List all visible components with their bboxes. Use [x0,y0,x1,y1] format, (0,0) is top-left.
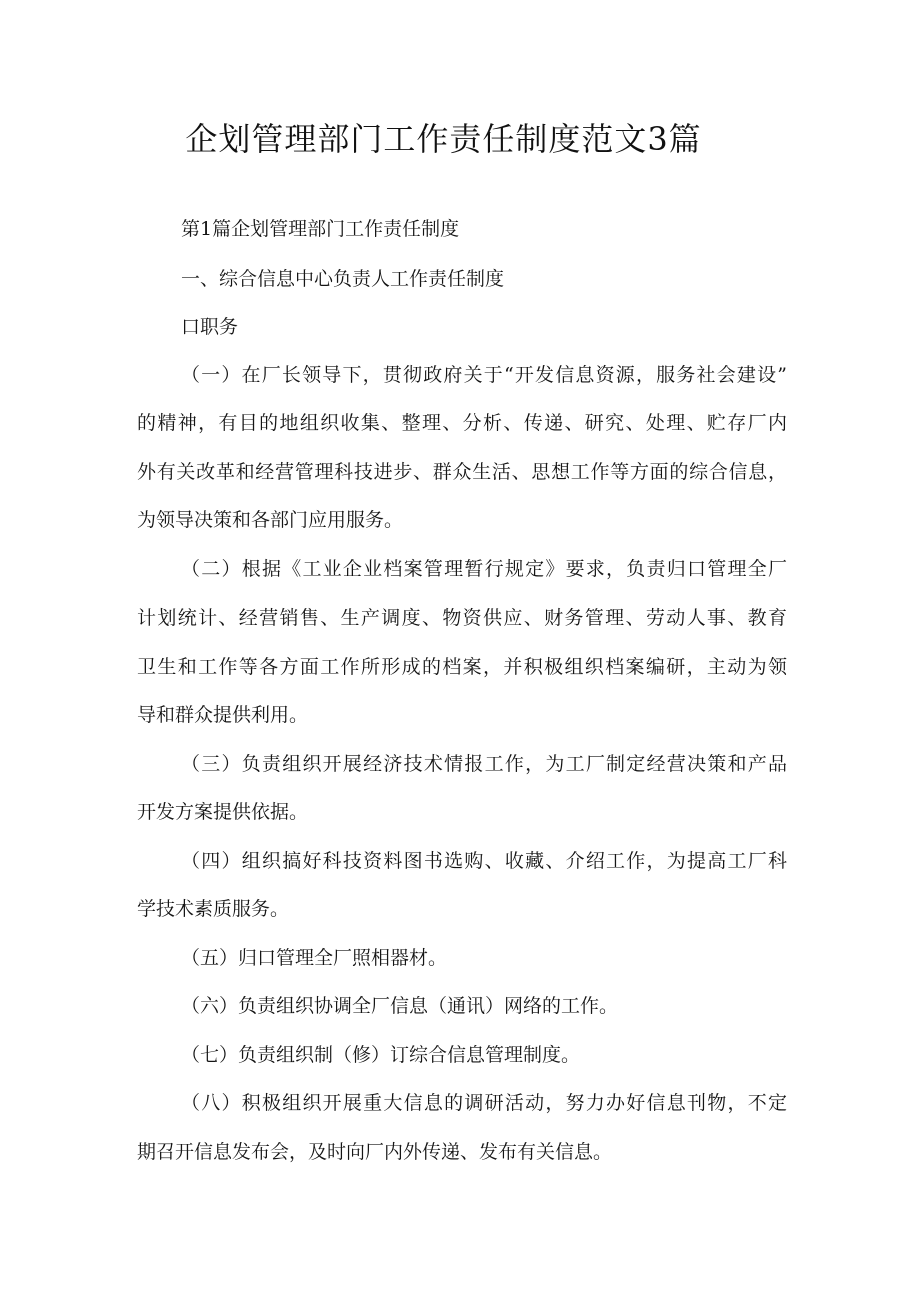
paragraph-1-line-2: 的精神，有目的地组织收集、整理、分析、传递、研究、处理、贮存厂内 [137,412,787,434]
paragraph-8-line-1: （八）积极组织开展重大信息的调研活动，努力办好信息刊物，不定 [181,1092,787,1114]
paragraph-1-line-1: （一）在厂长领导下，贯彻政府关于“开发信息资源，服务社会建设” [181,364,787,386]
paragraph-2-line-4: 导和群众提供利用。 [137,704,309,726]
paragraph-6-line-1: （六）负责组织协调全厂信息（通讯）网络的工作。 [181,995,619,1017]
paragraph-5-line-1: （五）归口管理全厂照相器材。 [181,947,448,969]
subsection-heading: 一、综合信息中心负责人工作责任制度 [181,268,505,290]
paragraph-2-line-3: 卫生和工作等各方面工作所形成的档案，并积极组织档案编研，主动为领 [137,656,787,678]
paragraph-3-line-2: 开发方案提供依据。 [137,801,309,823]
paragraph-2-line-2: 计划统计、经营销售、生产调度、物资供应、财务管理、劳动人事、教育 [137,607,787,629]
paragraph-8-line-2: 期召开信息发布会，及时向厂内外传递、发布有关信息。 [137,1141,613,1163]
section-heading: 第1篇企划管理部门工作责任制度 [181,218,460,240]
paragraph-1-line-3: 外有关改革和经营管理科技进步、群众生活、思想工作等方面的综合信息， [137,461,787,483]
paragraph-3-line-1: （三）负责组织开展经济技术情报工作，为工厂制定经营决策和产品 [181,753,787,775]
paragraph-1-line-4: 为领导决策和各部门应用服务。 [137,509,404,531]
paragraph-4-line-1: （四）组织搞好科技资料图书选购、收藏、介绍工作，为提高工厂科 [181,850,787,872]
document-title: 企划管理部门工作责任制度范文3篇 [185,120,702,158]
paragraph-7-line-1: （七）负责组织制（修）订综合信息管理制度。 [181,1044,581,1066]
paragraph-4-line-2: 学技术素质服务。 [137,898,290,920]
paragraph-2-line-1: （二）根据《工业企业档案管理暂行规定》要求，负责归口管理全厂 [181,558,787,580]
duties-label: 口职务 [181,316,239,338]
